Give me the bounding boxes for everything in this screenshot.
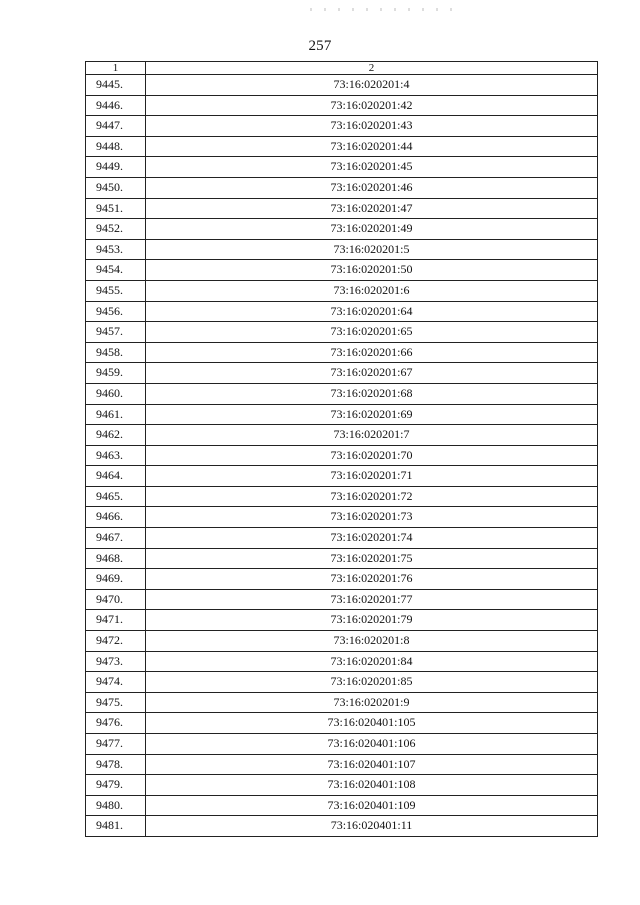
cadastral-number-cell: 73:16:020401:108 (146, 775, 598, 796)
table-row (86, 816, 598, 837)
table-row (86, 342, 598, 363)
cadastral-number-cell: 73:16:020201:72 (146, 486, 598, 507)
table-body (86, 75, 598, 837)
row-number-cell: 9480. (86, 795, 146, 816)
cadastral-number-cell: 73:16:020401:11 (146, 816, 598, 837)
header-row (86, 62, 598, 75)
row-number-cell: 9453. (86, 239, 146, 260)
row-number-cell: 9464. (86, 466, 146, 487)
table-row (86, 569, 598, 590)
cadastral-number-cell: 73:16:020401:105 (146, 713, 598, 734)
row-number-cell: 9478. (86, 754, 146, 775)
row-number-cell: 9468. (86, 548, 146, 569)
cadastral-number-cell: 73:16:020201:66 (146, 342, 598, 363)
row-number-cell: 9457. (86, 322, 146, 343)
table-row (86, 75, 598, 96)
row-number-cell: 9448. (86, 136, 146, 157)
cadastral-number-cell: 73:16:020201:69 (146, 404, 598, 425)
row-number-cell: 9479. (86, 775, 146, 796)
table-row (86, 445, 598, 466)
table-row (86, 198, 598, 219)
table-row (86, 95, 598, 116)
cadastral-number-cell: 73:16:020401:109 (146, 795, 598, 816)
cadastral-number-cell: 73:16:020201:7 (146, 425, 598, 446)
cadastral-number-cell: 73:16:020401:107 (146, 754, 598, 775)
row-number-cell: 9460. (86, 383, 146, 404)
row-number-cell: 9474. (86, 672, 146, 693)
row-number-cell: 9466. (86, 507, 146, 528)
page-number: 257 (308, 38, 332, 54)
table-row (86, 486, 598, 507)
row-number-cell: 9465. (86, 486, 146, 507)
cadastral-number-cell: 73:16:020201:67 (146, 363, 598, 384)
cadastral-number-cell: 73:16:020201:49 (146, 219, 598, 240)
cadastral-number-cell: 73:16:020201:44 (146, 136, 598, 157)
row-number-cell: 9450. (86, 177, 146, 198)
cadastral-number-cell: 73:16:020201:42 (146, 95, 598, 116)
row-number-cell: 9467. (86, 528, 146, 549)
row-number-cell: 9469. (86, 569, 146, 590)
cadastral-number-cell: 73:16:020201:84 (146, 651, 598, 672)
table-row (86, 363, 598, 384)
cadastral-number-cell: 73:16:020201:6 (146, 280, 598, 301)
table-row (86, 795, 598, 816)
cadastral-number-cell: 73:16:020201:8 (146, 631, 598, 652)
row-number-cell: 9473. (86, 651, 146, 672)
table-row (86, 116, 598, 137)
row-number-cell: 9471. (86, 610, 146, 631)
table-row (86, 239, 598, 260)
table-row (86, 610, 598, 631)
table-row (86, 589, 598, 610)
row-number-cell: 9454. (86, 260, 146, 281)
table-row (86, 404, 598, 425)
row-number-cell: 9459. (86, 363, 146, 384)
table-row (86, 219, 598, 240)
table-row (86, 775, 598, 796)
table-row (86, 383, 598, 404)
table-row (86, 754, 598, 775)
cadastral-number-cell: 73:16:020201:46 (146, 177, 598, 198)
table-row (86, 177, 598, 198)
row-number-cell: 9451. (86, 198, 146, 219)
row-number-cell: 9447. (86, 116, 146, 137)
table-row (86, 631, 598, 652)
row-number-cell: 9445. (86, 75, 146, 96)
row-number-cell: 9481. (86, 816, 146, 837)
table-row (86, 425, 598, 446)
cadastral-number-cell: 73:16:020201:4 (146, 75, 598, 96)
column-header-2: 2 (146, 62, 598, 75)
table-row (86, 734, 598, 755)
table-row (86, 548, 598, 569)
table-row (86, 301, 598, 322)
cadastral-number-cell: 73:16:020201:76 (146, 569, 598, 590)
cadastral-number-cell: 73:16:020201:75 (146, 548, 598, 569)
cadastral-number-cell: 73:16:020201:70 (146, 445, 598, 466)
cadastral-number-cell: 73:16:020201:71 (146, 466, 598, 487)
row-number-cell: 9470. (86, 589, 146, 610)
row-number-cell: 9461. (86, 404, 146, 425)
cadastral-number-cell: 73:16:020201:74 (146, 528, 598, 549)
row-number-cell: 9472. (86, 631, 146, 652)
table-row (86, 136, 598, 157)
cadastral-number-cell: 73:16:020201:68 (146, 383, 598, 404)
cadastral-number-cell: 73:16:020201:47 (146, 198, 598, 219)
table-row (86, 157, 598, 178)
row-number-cell: 9446. (86, 95, 146, 116)
table-row (86, 322, 598, 343)
table-row (86, 651, 598, 672)
row-number-cell: 9477. (86, 734, 146, 755)
cadastral-number-cell: 73:16:020201:5 (146, 239, 598, 260)
row-number-cell: 9458. (86, 342, 146, 363)
cadastral-number-cell: 73:16:020201:79 (146, 610, 598, 631)
cadastral-number-cell: 73:16:020201:73 (146, 507, 598, 528)
cadastral-number-cell: 73:16:020401:106 (146, 734, 598, 755)
table-row (86, 672, 598, 693)
table-row (86, 528, 598, 549)
table-row (86, 260, 598, 281)
row-number-cell: 9475. (86, 692, 146, 713)
table-row (86, 692, 598, 713)
table-header (86, 62, 598, 75)
row-number-cell: 9456. (86, 301, 146, 322)
cadastral-number-cell: 73:16:020201:85 (146, 672, 598, 693)
table-row (86, 507, 598, 528)
row-number-cell: 9455. (86, 280, 146, 301)
row-number-cell: 9476. (86, 713, 146, 734)
row-number-cell: 9462. (86, 425, 146, 446)
cadastral-number-cell: 73:16:020201:64 (146, 301, 598, 322)
scan-artifact (310, 8, 460, 11)
table-row (86, 280, 598, 301)
table-row (86, 713, 598, 734)
cadastral-number-cell: 73:16:020201:77 (146, 589, 598, 610)
cadastral-number-cell: 73:16:020201:50 (146, 260, 598, 281)
row-number-cell: 9449. (86, 157, 146, 178)
cadastral-number-cell: 73:16:020201:43 (146, 116, 598, 137)
row-number-cell: 9452. (86, 219, 146, 240)
row-number-cell: 9463. (86, 445, 146, 466)
cadastral-number-cell: 73:16:020201:65 (146, 322, 598, 343)
table-row (86, 466, 598, 487)
column-header-1: 1 (86, 62, 146, 75)
cadastral-number-cell: 73:16:020201:9 (146, 692, 598, 713)
cadastral-number-table (85, 61, 598, 837)
cadastral-number-cell: 73:16:020201:45 (146, 157, 598, 178)
